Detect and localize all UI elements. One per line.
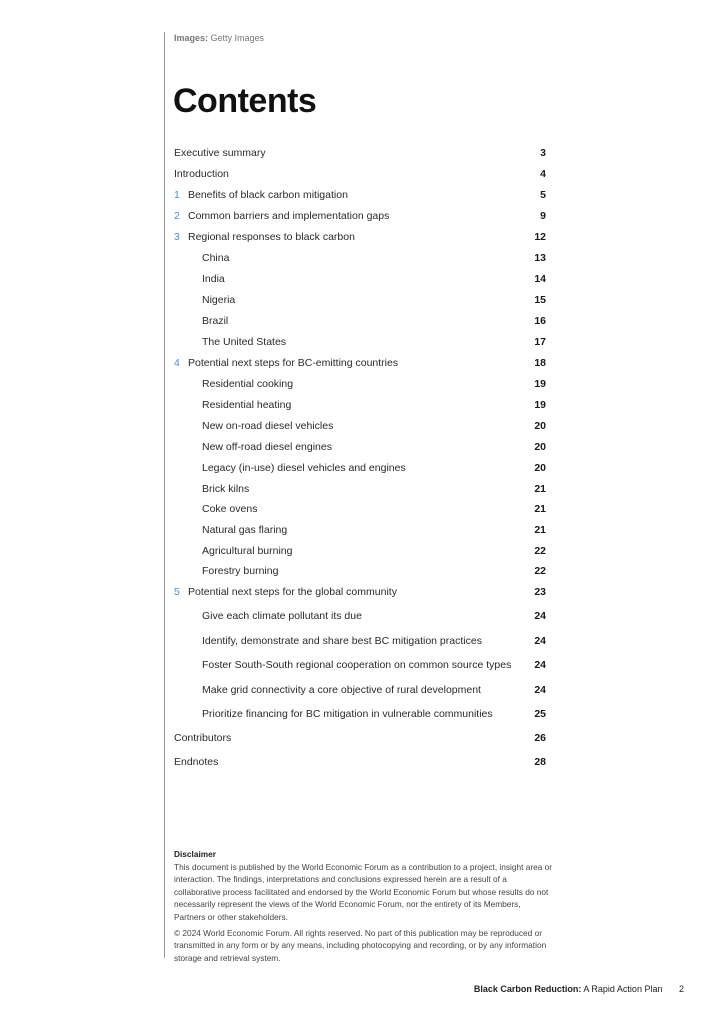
toc-entry-label	[202, 562, 278, 580]
toc-page-number: 23	[534, 586, 546, 598]
toc-entry-text: Regional responses to black carbon	[188, 231, 355, 243]
toc-entry-label	[202, 438, 332, 456]
toc-entry[interactable]	[174, 312, 546, 330]
toc-page-number: 24	[534, 684, 546, 696]
toc-entry[interactable]	[174, 480, 546, 498]
toc-entry-label	[202, 500, 257, 518]
toc-entry-text: Coke ovens	[202, 503, 258, 515]
toc-entry-label	[202, 459, 406, 477]
toc-entry-label	[174, 753, 218, 771]
toc-page-number: 12	[534, 231, 546, 243]
toc-page-number: 18	[534, 357, 546, 369]
toc-entry-text: Introduction	[174, 168, 229, 180]
toc-chapter-number: 3	[174, 231, 180, 243]
toc-entry[interactable]	[174, 270, 546, 288]
toc-entry-text: Identify, demonstrate and share best BC mitigation practices	[202, 635, 482, 647]
toc-entry-label	[174, 354, 398, 372]
toc-page-number: 28	[534, 756, 546, 768]
toc-page-number: 24	[534, 610, 546, 622]
toc-entry-text: Endnotes	[174, 756, 219, 768]
toc-entry[interactable]	[174, 186, 546, 204]
toc-entry-text: Foster South-South regional cooperation on common source types	[202, 659, 512, 671]
toc-entry-label	[174, 583, 397, 601]
toc-chapter-number: 1	[174, 189, 180, 201]
toc-entry-label	[202, 270, 225, 288]
credit-value: Getty Images	[210, 33, 265, 43]
footer-title-bold: Black Carbon Reduction:	[473, 984, 582, 994]
toc-entry-label	[202, 632, 482, 650]
toc-page-number: 25	[534, 708, 546, 720]
toc-entry-label	[202, 375, 293, 393]
toc-entry-text: India	[202, 273, 225, 285]
toc-entry-label	[174, 144, 266, 162]
toc-entry[interactable]	[174, 417, 546, 435]
toc-entry-label	[202, 542, 292, 560]
toc-chapter-number: 2	[174, 210, 180, 222]
toc-chapter-number: 5	[174, 586, 180, 598]
toc-entry-text: New off-road diesel engines	[202, 441, 332, 453]
toc-page-number: 20	[534, 441, 546, 453]
toc-entry-text: New on-road diesel vehicles	[202, 420, 334, 432]
toc-entry-label	[174, 228, 355, 246]
toc-entry-text: Contributors	[174, 732, 232, 744]
margin-rule	[164, 32, 165, 958]
toc-entry[interactable]	[174, 542, 546, 560]
toc-entry[interactable]	[174, 681, 546, 699]
toc-entry-text: Residential cooking	[202, 378, 294, 390]
toc-entry-text: Potential next steps for BC-emitting countries	[188, 357, 399, 369]
toc-entry-label	[202, 681, 481, 699]
toc-page-number: 22	[534, 565, 546, 577]
toc-page-number: 21	[534, 483, 546, 495]
toc-entry-text: Agricultural burning	[202, 545, 293, 557]
toc-entry[interactable]	[174, 607, 546, 625]
disclaimer-body: This document is published by the World Economic Forum as a contribution to a project, insight area or interaction. The findings, interpretations and conclusions expressed herein are a result of a collaborative process facilitated and endorsed by the World Economic Forum but whose results do not necessarily represent the views of the World Economic Forum, nor the entirety of its Members, Partners or other stakeholders.	[174, 861, 553, 922]
page-footer	[474, 984, 684, 994]
toc-entry[interactable]	[174, 729, 546, 747]
disclaimer-heading: Disclaimer	[174, 849, 216, 859]
toc-entry-text: Brick kilns	[202, 483, 250, 495]
toc-entry-text: Forestry burning	[202, 565, 279, 577]
toc-entry-label	[202, 291, 235, 309]
toc-page-number: 20	[534, 462, 546, 474]
toc-entry-label	[174, 729, 231, 747]
disclaimer	[174, 848, 552, 967]
toc-entry-label	[202, 417, 333, 435]
toc-entry-label	[202, 607, 362, 625]
image-credit	[174, 33, 264, 43]
copyright-notice: © 2024 World Economic Forum. All rights reserved. No part of this publication may be reproduced or transmitted in any form or by any means, including photocopying and recording, or by any information storage and retrieval system.	[174, 927, 547, 963]
toc-entry-text: Legacy (in-use) diesel vehicles and engines	[202, 462, 406, 474]
toc-entry[interactable]	[174, 632, 546, 650]
toc-entry-text: Benefits of black carbon mitigation	[188, 189, 348, 201]
toc-entry[interactable]	[174, 375, 546, 393]
credit-label: Images:	[174, 33, 209, 43]
toc-entry-label	[202, 333, 286, 351]
toc-entry-text: Natural gas flaring	[202, 524, 288, 536]
toc-page-number: 20	[534, 420, 546, 432]
footer-title-rest: A Rapid Action Plan	[583, 984, 663, 994]
toc-entry[interactable]	[174, 705, 546, 723]
toc-page-number: 5	[540, 189, 546, 201]
toc-entry[interactable]	[174, 500, 546, 518]
toc-entry-label	[202, 312, 228, 330]
toc-page-number: 24	[534, 635, 546, 647]
toc-entry-label	[202, 705, 493, 723]
toc-entry[interactable]	[174, 333, 546, 351]
toc-page-number: 14	[534, 273, 546, 285]
page-number: 2	[678, 984, 684, 994]
toc-entry[interactable]	[174, 583, 546, 601]
toc-entry-text: Executive summary	[174, 147, 266, 159]
toc-page-number: 9	[540, 210, 546, 222]
toc-page-number: 19	[534, 399, 546, 411]
toc-entry[interactable]	[174, 753, 546, 771]
toc-page-number: 4	[540, 168, 546, 180]
toc-entry-text: Make grid connectivity a core objective of rural development	[202, 684, 481, 696]
toc-page-number: 3	[540, 147, 546, 159]
toc-page-number: 21	[534, 503, 546, 515]
toc-page-number: 24	[534, 659, 546, 671]
toc-entry-text: The United States	[202, 336, 287, 348]
toc-page-number: 16	[534, 315, 546, 327]
toc-entry[interactable]	[174, 207, 546, 225]
toc-entry[interactable]	[174, 396, 546, 414]
toc-page-number: 13	[534, 252, 546, 264]
toc-entry-text: Give each climate pollutant its due	[202, 610, 362, 622]
toc-entry-text: Prioritize financing for BC mitigation in vulnerable communities	[202, 708, 493, 720]
toc-entry-label	[202, 396, 291, 414]
toc-entry-label	[174, 186, 348, 204]
toc-chapter-number: 4	[174, 357, 180, 369]
toc-entry-text: Residential heating	[202, 399, 292, 411]
toc-entry[interactable]	[174, 249, 546, 267]
toc-entry[interactable]	[174, 656, 546, 674]
toc-entry[interactable]	[174, 438, 546, 456]
toc-entry-label	[202, 480, 249, 498]
toc-entry-text: Common barriers and implementation gaps	[188, 210, 390, 222]
toc-page-number: 26	[534, 732, 546, 744]
toc-entry[interactable]	[174, 165, 546, 183]
toc-page-number: 21	[534, 524, 546, 536]
toc-page-number: 22	[534, 545, 546, 557]
toc-entry-label	[174, 165, 229, 183]
toc-page-number: 15	[534, 294, 546, 306]
toc-entry-text: Potential next steps for the global community	[188, 586, 397, 598]
toc-entry[interactable]	[174, 228, 546, 246]
toc-entry-label	[202, 521, 287, 539]
page-title: Contents	[173, 82, 317, 120]
toc-entry-label	[202, 656, 511, 674]
toc-entry[interactable]	[174, 459, 546, 477]
toc-entry-label	[202, 249, 229, 267]
toc-entry-label	[174, 207, 389, 225]
toc-entry[interactable]	[174, 521, 546, 539]
toc-entry-text: China	[202, 252, 230, 264]
toc-entry[interactable]	[174, 144, 546, 162]
toc-page-number: 19	[534, 378, 546, 390]
toc-page-number: 17	[534, 336, 546, 348]
toc-entry-text: Nigeria	[202, 294, 236, 306]
toc-entry-text: Brazil	[202, 315, 229, 327]
toc-entry[interactable]	[174, 562, 546, 580]
toc-entry[interactable]	[174, 291, 546, 309]
toc-entry[interactable]	[174, 354, 546, 372]
